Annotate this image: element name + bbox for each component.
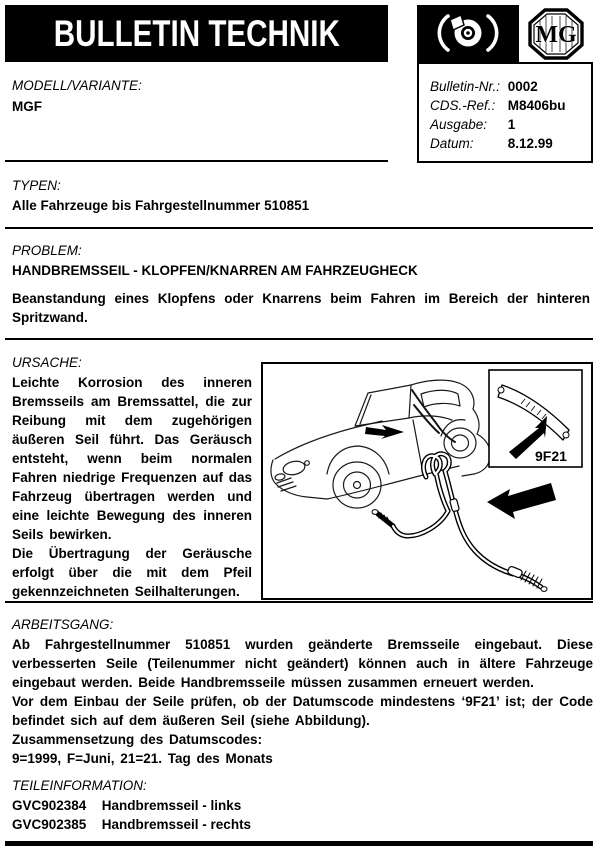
mg-logo-letters: MG (535, 21, 577, 48)
typen-value: Alle Fahrzeuge bis Fahrgestellnummer 510851 (12, 198, 310, 213)
info-row-cds-ref (430, 96, 591, 115)
arbeitsgang-paragraph-3: Zusammensetzung des Datumscodes: (12, 732, 263, 747)
arbeitsgang-paragraph-1: Ab Fahrgestellnummer 510851 wurden geänderte Bremsseile eingebaut. Diese verbesserten Seile (Teilenummer nicht geändert) können auch in ältere Fahrzeuge eingebaut werden. Beide Handbremsseile müssen zusammen erneuert werden. (12, 637, 593, 690)
bulletin-nr-label: Bulletin-Nr.: (430, 79, 501, 94)
ursache-section (12, 355, 252, 601)
ausgabe-value: 1 (507, 117, 516, 132)
problem-headline: HANDBREMSSEIL - KLOPFEN/KNARREN AM FAHRZEUGHECK (12, 263, 418, 278)
ursache-paragraph-1: Leichte Korrosion des inneren Bremsseils am Bremssattel, die zur Reibung mit dem zugehörigen äußeren Seil führt. Das Geräusch entsteht, wenn beim normalen Fahren niedrige Frequenzen auf das Fahrzeug übertragen werden und eine leichte Bewegung des inneren Seils bewirken. (12, 375, 252, 542)
info-row-ausgabe (430, 115, 591, 134)
arbeitsgang-paragraph-2: Vor dem Einbau der Seile prüfen, ob der Datumscode mindestens ‘9F21’ ist; der Code befindet sich auf dem äußeren Seil (siehe Abbildung). (12, 694, 593, 728)
ursache-label: URSACHE: (12, 355, 82, 370)
title-banner (5, 5, 388, 62)
ausgabe-label: Ausgabe: (430, 117, 488, 132)
model-value: MGF (12, 99, 42, 114)
cable-clip-arrow-icon (487, 483, 556, 519)
date-code-label: 9F21 (535, 448, 567, 464)
date-code-inset (489, 370, 582, 467)
mg-octagon-logo (528, 8, 584, 60)
bulletin-info-box (417, 62, 593, 163)
typen-label: TYPEN: (12, 178, 61, 193)
mg-logo-pane (519, 5, 593, 62)
problem-label: PROBLEM: (12, 243, 82, 258)
bulletin-nr-value: 0002 (507, 79, 538, 94)
cds-ref-value: M8406bu (507, 98, 566, 113)
header-icon-box (417, 5, 593, 62)
arbeitsgang-label: ARBEITSGANG: (12, 617, 114, 632)
brake-noise-icon (417, 5, 519, 62)
datum-value: 8.12.99 (507, 136, 553, 151)
info-row-datum (430, 134, 591, 153)
ursache-paragraph-2: Die Übertragung der Geräusche erfolgt über die mit dem Pfeil gekennzeichneten Seilhalterungen. (12, 546, 252, 599)
info-row-bulletin-nr (430, 77, 591, 96)
teileinformation-section (12, 778, 251, 834)
model-section (12, 78, 142, 116)
divider-header (5, 160, 388, 162)
divider-typen (5, 227, 593, 229)
part-number-rechts: GVC902385 (12, 817, 87, 832)
teileinformation-label: TEILEINFORMATION: (12, 778, 147, 793)
part-description-rechts: Handbremsseil - rechts (101, 817, 252, 832)
cds-ref-label: CDS.-Ref.: (430, 98, 496, 113)
arbeitsgang-section (12, 617, 593, 768)
footer-bar (5, 841, 593, 846)
problem-body: Beanstandung eines Klopfens oder Knarrens beim Fahren im Bereich der hinteren Spritzwand. (12, 291, 590, 325)
part-number-links: GVC902384 (12, 798, 87, 813)
divider-problem (5, 338, 593, 340)
part-row-links (12, 796, 251, 815)
car-cable-illustration (263, 364, 591, 598)
illustration-box (261, 362, 593, 600)
page-title: BULLETIN TECHNIK (53, 12, 340, 54)
cabin-arrow-icon (365, 425, 404, 439)
divider-ursache (5, 601, 593, 603)
arbeitsgang-paragraph-4: 9=1999, F=Juni, 21=21. Tag des Monats (12, 751, 273, 766)
part-row-rechts (12, 815, 251, 834)
model-label: MODELL/VARIANTE: (12, 78, 142, 93)
part-description-links: Handbremsseil - links (101, 798, 242, 813)
problem-section (12, 243, 590, 327)
datum-label: Datum: (430, 136, 474, 151)
typen-section (12, 178, 309, 215)
